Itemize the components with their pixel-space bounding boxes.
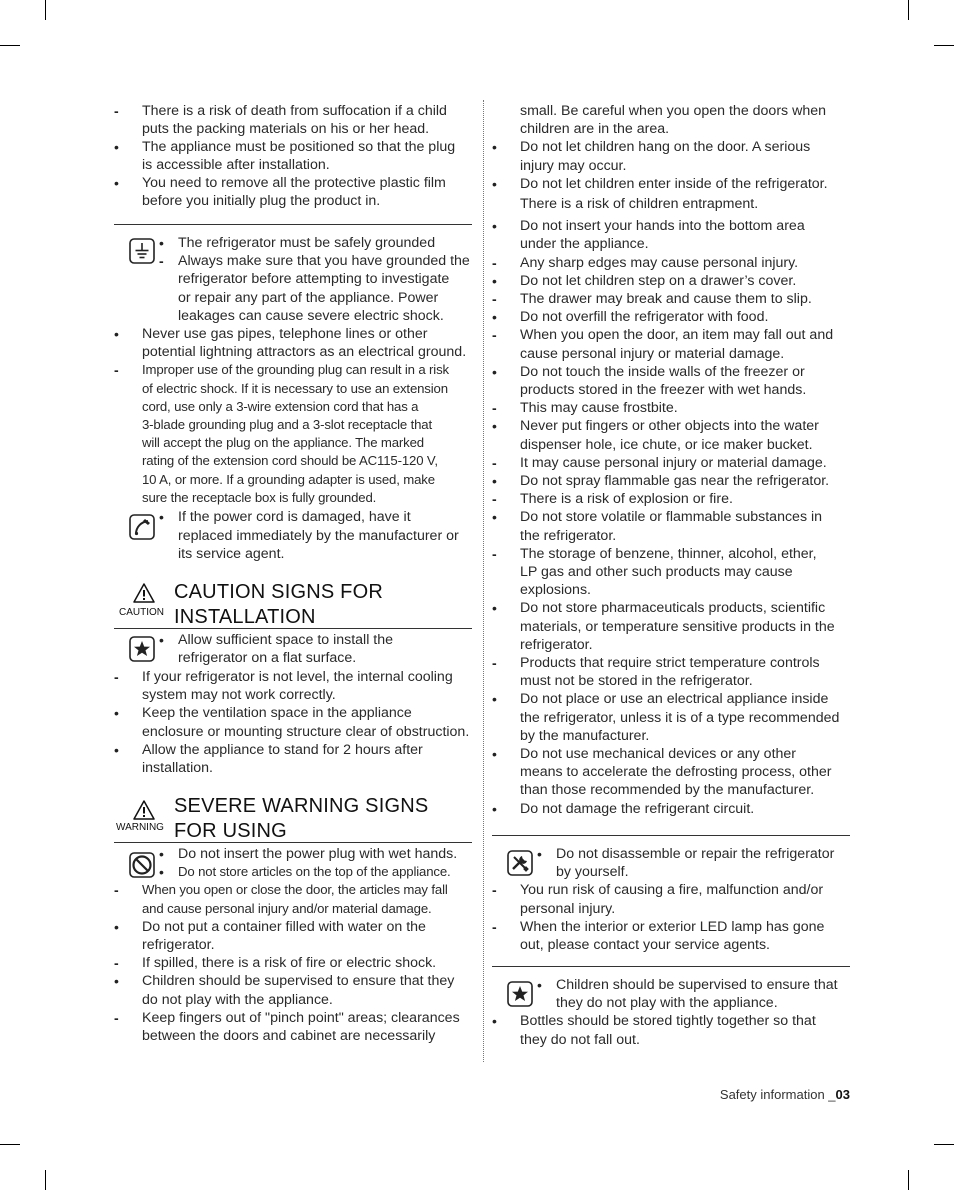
item-text-line: Do not let children step on a drawer’s cover. [520,272,797,289]
star-note-icon [507,981,533,1007]
dash-marker: - [114,955,119,972]
item-text-line: 10 A, or more. If a grounding adapter is used, make [142,471,435,487]
item-text-line: 3-blade grounding plug and a 3-slot receptacle that [142,417,433,432]
item-text-line: out, please contact your service agents. [520,937,770,953]
item-text-line: means to accelerate the defrosting process, other [520,764,832,781]
dash-marker: - [492,254,497,271]
crop-mark [908,0,909,20]
bullet-marker: • [492,309,497,326]
item-text-line: When you open the door, an item may fall out and [520,327,834,344]
bullet-marker: • [159,235,164,251]
caution-warning-triangle-icon [133,583,155,603]
item-text-line: Do not spray flammable gas near the refrigerator. [520,473,830,489]
column-divider [483,100,484,1062]
item-text-line: It may cause personal injury or material damage. [520,454,827,471]
dash-marker: - [492,327,497,344]
bullet-marker: • [492,272,497,289]
item-text-line: personal injury. [520,900,616,917]
item-text-line: Do not put a container filled with water on the [142,918,426,935]
dash-marker: - [114,882,119,899]
item-text-line: Improper use of the grounding plug can result in a risk [142,362,449,378]
item-text-line: system may not work correctly. [142,686,336,703]
bullet-marker: • [114,973,119,990]
item-text-line: products stored in the freezer with wet hands. [520,382,807,398]
item-text-line: they do not fall out. [520,1031,640,1048]
section-divider [114,628,472,629]
item-text-line: than those recommended by the manufacturer. [520,782,815,799]
bullet-marker: • [114,918,119,935]
item-text-line: by the manufacturer. [520,727,650,744]
bullet-marker: • [114,705,119,722]
bullet-marker: • [492,800,497,817]
item-text-line: puts the packing materials on his or her head. [142,121,430,137]
item-text-line: between the doors and cabinet are necessarily [142,1028,436,1044]
item-text-line: Do not disassemble or repair the refrigerator [556,846,835,862]
item-text-line: under the appliance. [520,236,649,253]
item-text-line: Do not touch the inside walls of the freezer or [520,363,805,380]
item-text-line: When you open or close the door, the articles may fall [142,882,448,898]
item-text-line: cause personal injury or material damage. [520,345,785,362]
warning-title-line-1: SEVERE WARNING SIGNS [174,795,429,817]
caution-title-line-2: INSTALLATION [174,606,316,628]
item-text-line: the refrigerator, unless it is of a type recommended [520,709,840,726]
dash-marker: - [159,253,164,270]
section-divider [114,224,472,225]
dash-marker: - [492,918,497,935]
dash-marker: - [114,103,119,119]
item-text-line: and cause personal injury and/or material damage. [142,900,432,916]
item-text-line: You run risk of causing a fire, malfunction and/or [520,882,824,899]
section-divider [492,966,850,967]
item-text-line: Do not place or use an electrical appliance inside [520,691,829,708]
item-text-line: or repair any part of the appliance. Power [178,289,439,306]
ground-icon [129,238,155,264]
bullet-marker: • [492,691,497,708]
bullet-marker: • [492,509,497,526]
item-text-line: If your refrigerator is not level, the internal cooling [142,668,453,685]
warning-title-line-2: FOR USING [174,820,287,842]
dash-marker: - [492,491,497,508]
item-text-line: they do not play with the appliance. [556,995,778,1012]
crop-mark [0,1144,20,1145]
item-text-line: replaced immediately by the manufacturer or [178,527,459,544]
item-text-line: If spilled, there is a risk of fire or electric shock. [142,955,437,972]
item-text-line: small. Be careful when you open the doors when [520,103,827,119]
item-text-line: dispenser hole, ice chute, or ice maker bucket. [520,436,813,453]
item-text-line: explosions. [520,582,591,599]
caution-title-line-1: CAUTION SIGNS FOR [174,581,383,603]
item-text-line: Do not store volatile or flammable substances in [520,509,823,526]
item-text-line: leakages can cause severe electric shock. [178,307,444,324]
item-text-line: of electric shock. If it is necessary to use an extension [142,380,448,396]
item-text-line: enclosure or mounting structure clear of obstruction. [142,723,470,740]
dash-marker: - [492,400,497,417]
item-text-line: The drawer may break and cause them to slip. [520,291,812,307]
bullet-marker: • [114,139,119,155]
item-text-line: Children should be supervised to ensure that they [142,973,455,990]
severe-warning-triangle-icon [133,800,155,820]
bullet-marker: • [537,846,542,862]
item-text-line: Products that require strict temperature controls [520,655,820,671]
item-text-line: Never use gas pipes, telephone lines or other [142,326,428,342]
crop-mark [45,0,46,20]
item-text-line: installation. [142,760,213,777]
left-column [114,0,476,1190]
item-text-line: the refrigerator. [520,527,617,544]
bullet-marker: • [492,363,497,380]
crop-mark [934,1144,954,1145]
item-text-line: Never put fingers or other objects into the water [520,418,819,435]
dash-marker: - [492,454,497,471]
item-text-line: You need to remove all the protective plastic film [142,175,446,191]
item-text-line: Bottles should be stored tightly together so that [520,1013,816,1030]
bullet-marker: • [492,139,497,156]
item-text-line: cord, use only a 3-wire extension cord that has a [142,398,419,414]
bullet-marker: • [492,218,497,235]
dash-marker: - [492,545,497,562]
bullet-marker: • [537,977,542,993]
warning-label: WARNING [116,822,164,833]
bullet-marker: • [159,846,164,862]
bullet-marker: • [492,600,497,617]
item-text-line: The storage of benzene, thinner, alcohol, ether, [520,545,817,562]
item-text-line: LP gas and other such products may cause [520,564,793,580]
item-text-line: There is a risk of explosion or fire. [520,491,733,508]
star-note-icon [129,636,155,662]
item-text-line: Do not let children hang on the door. A serious [520,139,811,156]
right-column [492,0,854,1190]
item-text-line: Keep the ventilation space in the appliance [142,705,412,722]
item-text-line: must not be stored in the refrigerator. [520,673,753,690]
power-plug-icon [129,514,155,540]
item-text-line: refrigerator. [520,636,593,653]
crop-mark [0,45,20,46]
item-text-line: before you initially plug the product in. [142,193,381,209]
item-text-line: Do not use mechanical devices or any other [520,746,797,762]
dash-marker: - [114,362,119,379]
item-text-line: This may cause frostbite. [520,400,678,417]
item-text-line: There is a risk of death from suffocation if a child [142,103,447,119]
page-number: 03 [835,1087,850,1102]
item-text-line: Do not insert the power plug with wet hands. [178,846,458,862]
item-text-line: Do not overfill the refrigerator with food. [520,309,769,326]
item-text-line: Any sharp edges may cause personal injury. [520,254,799,271]
item-text-line: Allow sufficient space to install the [178,632,394,648]
dash-marker: - [114,1009,119,1026]
item-text-line: is accessible after installation. [142,157,330,173]
item-text-line: its service agent. [178,546,285,562]
item-text-line: materials, or temperature sensitive products in the [520,618,835,635]
crop-mark [45,1170,46,1190]
bullet-marker: • [159,509,164,525]
bullet-marker: • [492,175,497,192]
prohibited-icon [129,852,155,878]
item-text-line: Keep fingers out of "pinch point" areas; clearances [142,1009,460,1026]
item-text-line: If the power cord is damaged, have it [178,509,411,525]
item-text-line: Always make sure that you have grounded the [178,253,470,270]
dash-marker: - [114,668,119,685]
crop-mark [908,1170,909,1190]
item-text-line: The refrigerator must be safely grounded [178,235,436,251]
section-divider [114,842,472,843]
item-text-line: do not play with the appliance. [142,991,333,1008]
bullet-marker: • [492,473,497,489]
dash-marker: - [492,655,497,671]
item-text-line: rating of the extension cord should be AC115-120 V, [142,453,438,469]
item-text-line: by yourself. [556,864,629,881]
item-text-line: refrigerator. [142,937,215,953]
item-text-line: Do not store pharmaceuticals products, scientific [520,600,826,617]
page-footer [720,1086,850,1104]
bullet-marker: • [492,746,497,762]
bullet-marker: • [159,632,164,648]
item-text-line: The appliance must be positioned so that the plug [142,139,456,155]
bullet-marker: • [159,864,164,881]
disassemble-tools-icon [507,850,533,876]
item-text-line: potential lightning attractors as an electrical ground. [142,344,467,361]
item-text-line: sure the receptacle box is fully grounded. [142,489,377,505]
bullet-marker: • [114,741,119,758]
item-text-line: Allow the appliance to stand for 2 hours after [142,741,423,758]
bullet-marker: • [114,175,119,191]
item-text-line: Do not insert your hands into the bottom area [520,218,805,235]
section-divider [492,835,850,836]
crop-mark [934,45,954,46]
caution-label: CAUTION [119,607,164,618]
item-text-line: refrigerator on a flat surface. [178,650,357,667]
item-text-line: Do not let children enter inside of the refrigerator. [520,175,828,192]
bullet-marker: • [492,418,497,435]
dash-marker: - [492,882,497,899]
item-text-line: When the interior or exterior LED lamp has gone [520,918,825,935]
item-text-line: injury may occur. [520,157,627,174]
bullet-marker: • [492,1013,497,1030]
item-text-line: will accept the plug on the appliance. The marked [142,435,424,451]
item-text-line: There is a risk of children entrapment. [520,196,759,212]
item-text-line: children are in the area. [520,121,670,138]
item-text-line: Do not damage the refrigerant circuit. [520,800,755,817]
footer-label: Safety information _ [719,1087,836,1102]
item-text-line: Do not store articles on the top of the appliance. [178,864,451,880]
item-text-line: Children should be supervised to ensure that [556,977,838,993]
bullet-marker: • [114,326,119,342]
dash-marker: - [492,291,497,307]
item-text-line: refrigerator before attempting to investigate [178,271,450,288]
